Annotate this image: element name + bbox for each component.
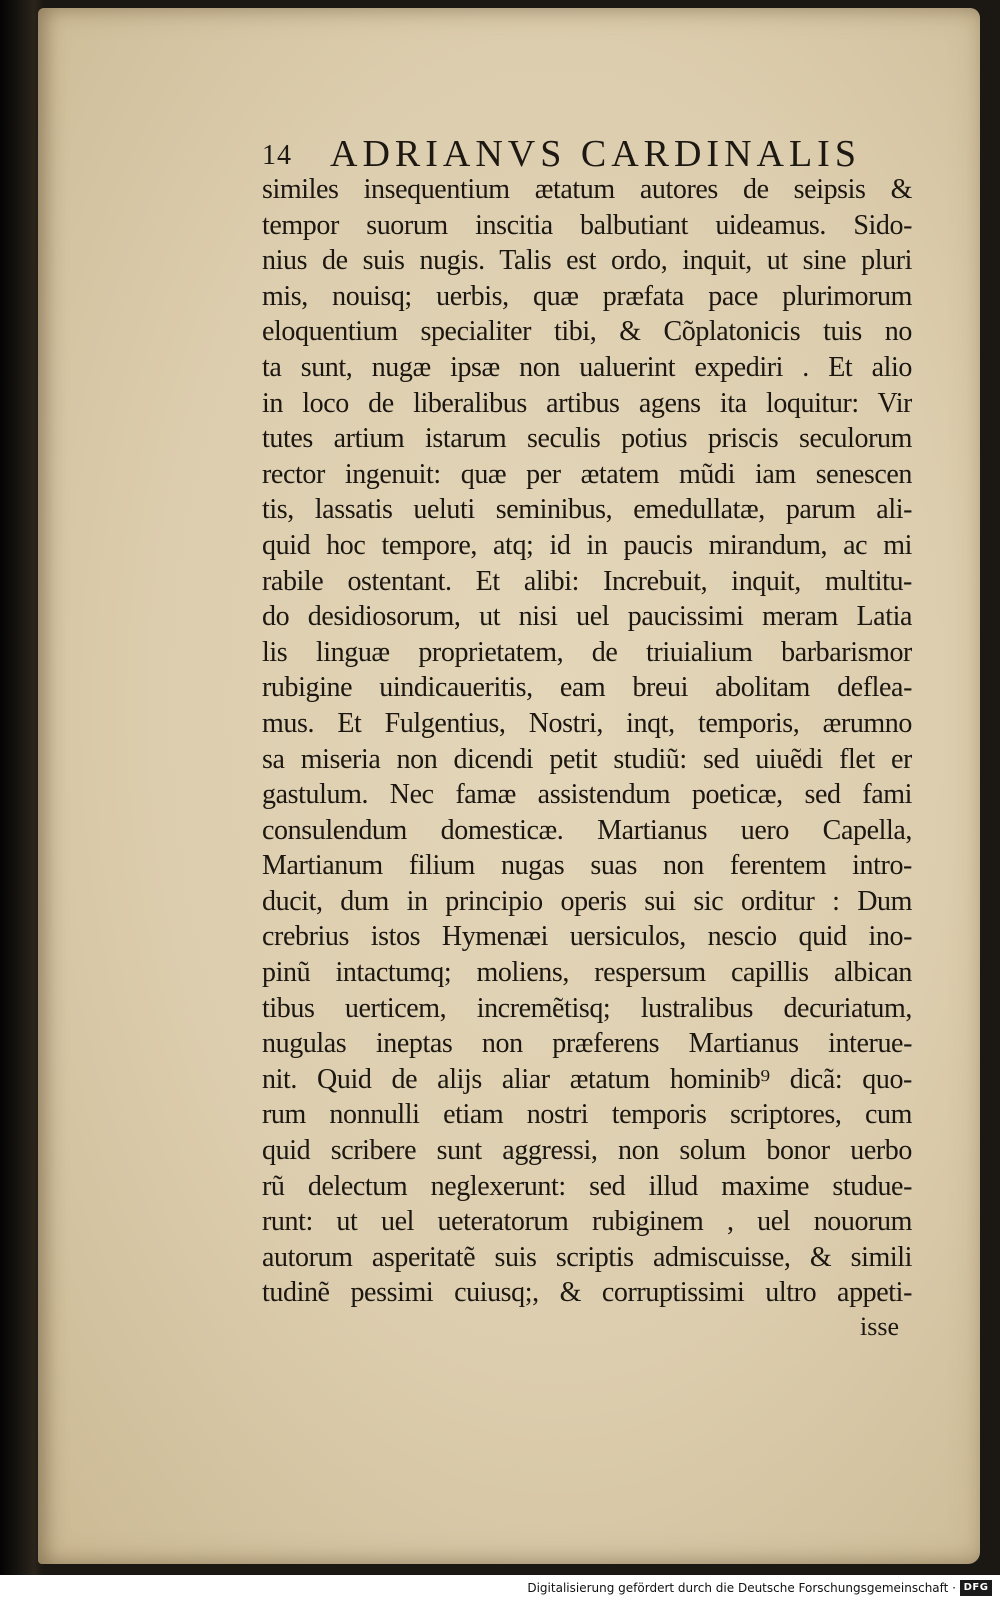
text-line: nit. Quid de alijs aliar ætatum hominib⁹ dicã: quo- (262, 1063, 912, 1095)
text-line: pinũ intactumq; moliens, respersum capillis albican (262, 957, 912, 989)
text-line: mus. Et Fulgentius, Nostri, inqt, temporis, ærumno (262, 707, 912, 739)
text-line: eloquentium specialiter tibi, & Cõplatonicis tuis no (262, 316, 912, 348)
text-line: mis, nouisq; uerbis, quæ præfata pace plurimorum (262, 280, 912, 312)
text-line: rubigine uindicaueritis, eam breui abolitam deflea- (262, 672, 912, 704)
page-header (262, 132, 862, 176)
text-line: do desidiosorum, ut nisi uel paucissimi meram Latia (262, 601, 912, 633)
text-line: consulendum domesticæ. Martianus uero Capella, (262, 814, 912, 846)
text-line: in loco de liberalibus artibus agens ita loquitur: Vir (262, 387, 912, 419)
text-line: tempor suorum inscitia balbutiant uideamus. Sido- (262, 209, 912, 241)
text-line: runt: ut uel ueteratorum rubiginem , uel nouorum (262, 1206, 912, 1238)
text-line: tis, lassatis ueluti seminibus, emedullatæ, parum ali- (262, 494, 912, 526)
text-line: rabile ostentant. Et alibi: Increbuit, inquit, multitu- (262, 565, 912, 597)
text-line: tutes artium istarum seculis potius priscis seculorum (262, 423, 912, 455)
text-line: ta sunt, nugæ ipsæ non ualuerint expediri . Et alio (262, 351, 912, 383)
funding-notice: Digitalisierung gefördert durch die Deutsche Forschungsgemeinschaft · (527, 1581, 956, 1595)
text-line: ducit, dum in principio operis sui sic orditur : Dum (262, 885, 912, 917)
footer-bar (0, 1575, 1000, 1603)
text-line: sa miseria non dicendi petit studiũ: sed uiuẽdi flet er (262, 743, 912, 775)
text-line: crebrius istos Hymenæi uersiculos, nescio quid ino- (262, 921, 912, 953)
text-line: lis linguæ proprietatem, de triuialium barbarismor (262, 636, 912, 668)
text-line: tudinẽ pessimi cuiusq;, & corruptissimi ultro appeti- (262, 1277, 912, 1309)
text-line: gastulum. Nec famæ assistendum poeticæ, sed fami (262, 779, 912, 811)
page-number: 14 (262, 140, 292, 171)
running-head: ADRIANVS CARDINALIS (330, 133, 861, 175)
text-line: similes insequentium ætatum autores de seipsis & (262, 174, 912, 205)
text-line: nius de suis nugis. Talis est ordo, inquit, ut sine pluri (262, 245, 912, 277)
text-line: nugulas ineptas non præferens Martianus interue- (262, 1028, 912, 1060)
text-line: tibus uerticem, incremẽtisq; lustralibus decuriatum, (262, 992, 912, 1024)
text-line: rum nonnulli etiam nostri temporis scriptores, cum (262, 1099, 912, 1131)
text-line: autorum asperitatẽ suis scriptis admiscuisse, & simili (262, 1241, 912, 1273)
body-text (262, 172, 912, 1311)
dfg-logo: DFG (960, 1580, 992, 1596)
text-line: Martianum filium nugas suas non ferentem intro- (262, 850, 912, 882)
text-line: rũ delectum neglexerunt: sed illud maxime studue- (262, 1170, 912, 1202)
catchword: isse (860, 1312, 899, 1341)
text-line: quid hoc tempore, atq; id in paucis mirandum, ac mi (262, 529, 912, 561)
text-line: rector ingenuit: quæ per ætatem mũdi iam senescen (262, 458, 912, 490)
text-line: quid scribere sunt aggressi, non solum bonor uerbo (262, 1135, 912, 1167)
